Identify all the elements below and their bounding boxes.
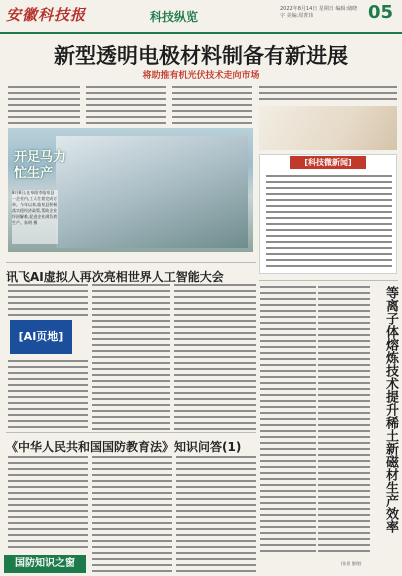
- law-headline: 《中华人民共和国国防教育法》知识问答(1): [6, 440, 242, 454]
- byline: (张景 整理): [341, 561, 362, 566]
- section-tag: 国防知识之窗: [4, 555, 86, 573]
- right-body-a: [260, 286, 316, 556]
- lead-body-col4: [259, 86, 397, 104]
- vertical-headline: 等离子体熔炼技术提升稀土新磁材生产效率: [383, 286, 398, 533]
- sidebar-box: [259, 154, 397, 274]
- lead-body-col3: [172, 86, 252, 124]
- divider-2: [6, 432, 256, 433]
- ai-headline: 讯飞AI虚拟人再次亮相世界人工智能大会: [6, 270, 224, 284]
- right-body-b: [318, 286, 370, 556]
- ai-body-b: [92, 284, 170, 430]
- lead-subheadline: 将助推有机光伏技术走向市场: [142, 71, 260, 81]
- law-body-b: [92, 456, 172, 572]
- page-header: [0, 0, 402, 34]
- lead-body-col2: [86, 86, 166, 124]
- divider-3: [259, 280, 398, 281]
- lead-headline: 新型透明电极材料制备有新进展: [54, 44, 348, 68]
- ai-body-d: [8, 360, 88, 430]
- masthead: 安徽科技报: [6, 6, 87, 24]
- section-name: 科技纵览: [150, 10, 199, 24]
- sidebar-body: [266, 175, 392, 269]
- divider-1: [6, 262, 256, 263]
- sidebar-title: [科技微新闻]: [290, 156, 366, 169]
- issue-meta: 2022年8月14日 星期日 编辑:储晓宇 美编:周菁玮: [280, 6, 358, 19]
- ai-body-a: [8, 284, 88, 316]
- material-photo: [259, 106, 397, 150]
- photo-caption-body: 8月8日,在阜阳市临泉县一企业内,工人忙着完成订单。今年以来,临泉县积极落实稳经济政策,帮助企业纾困解难,促进企业满负荷生产。朱明 摄: [12, 190, 58, 244]
- law-body-c: [176, 456, 256, 572]
- ai-badge: [AI页地]: [10, 320, 72, 354]
- law-body-a: [8, 456, 88, 552]
- ai-body-c: [174, 284, 256, 430]
- lead-body-col1: [8, 86, 80, 124]
- page-number: 05: [368, 2, 394, 23]
- photo-caption-title: 开足马力 忙生产: [14, 150, 67, 181]
